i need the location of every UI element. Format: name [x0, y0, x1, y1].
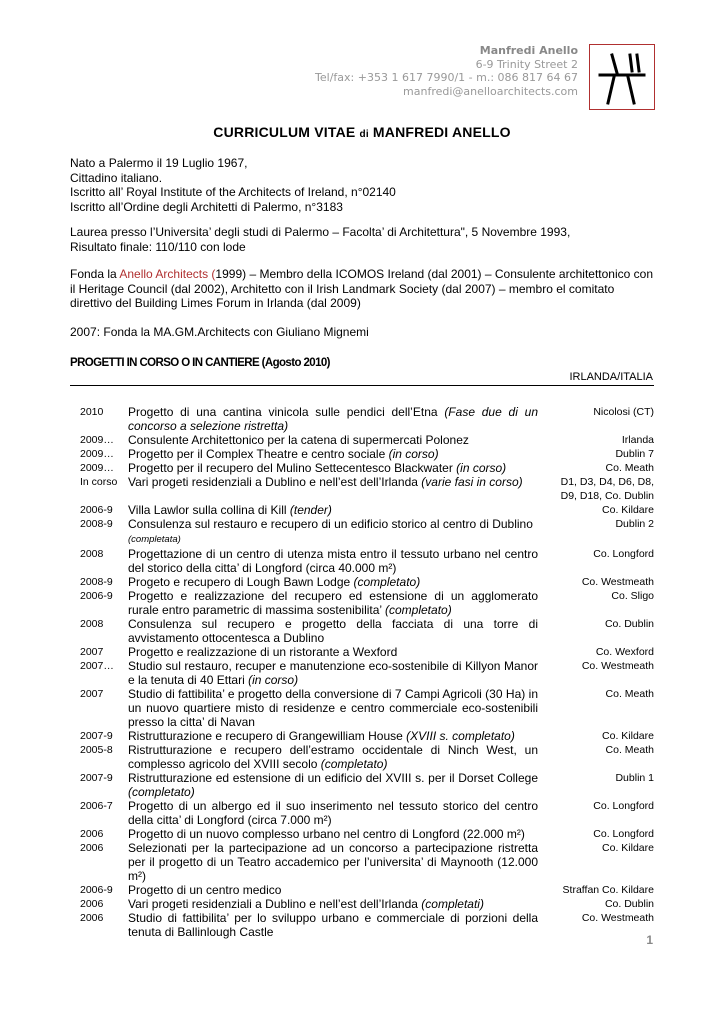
project-year: 2006-9: [80, 590, 113, 602]
project-year: 2010: [80, 406, 104, 418]
project-year: 2007: [80, 688, 104, 700]
founding-paragraph: [70, 267, 654, 311]
project-text: Progettazione di un centro di utenza mista entro il tessuto urbano nel centro del storico della citta’ di Longford (circa 40.000 m²): [128, 547, 538, 575]
project-location: Dublin 1: [615, 772, 654, 784]
project-year: 2006-9: [80, 504, 113, 516]
project-location: Co. Meath: [605, 688, 654, 700]
intro-line: Iscritto all’ Royal Institute of the Architects of Ireland, n°02140: [70, 185, 396, 199]
project-text: Progetto e realizzazione di un ristorante a Wexford: [128, 645, 398, 659]
project-location: Co. Wexford: [595, 646, 654, 658]
project-row: [70, 503, 654, 517]
project-location: Co. Longford: [593, 828, 654, 840]
project-row: [70, 799, 654, 827]
project-description: [128, 897, 546, 911]
project-year: 2006: [80, 842, 104, 854]
project-row: [70, 589, 654, 617]
project-location: Irlanda: [621, 434, 654, 446]
project-row: [70, 617, 654, 645]
project-status: (varie fasi in corso): [421, 475, 523, 489]
project-year: In corso: [80, 476, 118, 488]
project-row: [70, 687, 654, 729]
section-region: IRLANDA/ITALIA: [569, 371, 653, 383]
logo-mark-icon: [590, 45, 654, 109]
project-year: 2009…: [80, 462, 114, 474]
project-row: [70, 883, 654, 897]
project-status: (completato): [385, 603, 452, 617]
project-row: [70, 911, 654, 939]
project-text: Progeto e recupero di Lough Bawn Lodge: [128, 575, 354, 589]
project-location: Co. Kildare: [602, 730, 654, 742]
header-address: 6-9 Trinity Street 2: [475, 57, 578, 71]
project-description: [128, 503, 546, 517]
section-divider: [70, 385, 654, 386]
project-year: 2008-9: [80, 576, 113, 588]
project-location: Co. Sligo: [611, 590, 654, 602]
project-description: [128, 589, 546, 617]
project-text: Villa Lawlor sulla collina di Kill: [128, 503, 290, 517]
project-text: Studio sul restauro, recuper e manutenzione eco-sostenibile di Killyon Manor e la tenuta di 40 Ettari: [128, 659, 538, 687]
project-description: [128, 827, 546, 841]
project-status: (completati): [421, 897, 484, 911]
project-location: Co. Dublin: [604, 618, 654, 630]
project-year: 2007-9: [80, 772, 113, 784]
project-description: [128, 911, 546, 939]
project-text: Consulenza sul recupero e progetto della facciata di una torre di avvistamento ottocentesca a Dublino: [128, 617, 538, 645]
project-status: (in corso): [388, 447, 439, 461]
education-line: Laurea presso l’Universita’ degli studi di Palermo – Facolta’ di Architettura", 5 Novembre 1993,: [70, 225, 571, 239]
title-name: MANFREDI ANELLO: [372, 124, 511, 140]
project-location: Nicolosi (CT): [593, 406, 654, 418]
project-text: Progetto per il recupero del Mulino Settecentesco Blackwater: [128, 461, 457, 475]
project-row: [70, 447, 654, 461]
project-year: 2009…: [80, 434, 114, 446]
project-location: Co. Longford: [593, 548, 654, 560]
project-text: Consulente Architettonico per la catena di supermercati Polonez: [128, 433, 469, 447]
project-row: [70, 405, 654, 433]
project-description: [128, 883, 546, 897]
project-description: [128, 645, 546, 659]
projects-list: [70, 405, 654, 939]
project-description: [128, 771, 546, 799]
project-row: [70, 827, 654, 841]
project-description: [128, 461, 546, 475]
project-row: [70, 743, 654, 771]
project-row: [70, 547, 654, 575]
project-year: 2008-9: [80, 518, 113, 530]
project-row: [70, 897, 654, 911]
project-location: Straffan Co. Kildare: [562, 884, 654, 896]
project-year: 2007: [80, 646, 104, 658]
founding-before: Fonda la: [70, 267, 120, 281]
project-text: Progetto di un nuovo complesso urbano nel centro di Longford (22.000 m²): [128, 827, 525, 841]
project-description: [128, 517, 546, 547]
page-number: 1: [646, 933, 653, 947]
project-description: [128, 659, 546, 687]
project-row: [70, 645, 654, 659]
project-description: [128, 405, 546, 433]
project-text: Progetto di una cantina vinicola sulle pendici dell’Etna: [128, 405, 445, 419]
personal-info: [70, 156, 660, 214]
project-row: [70, 575, 654, 589]
project-description: [128, 617, 546, 645]
project-status: (completato): [128, 785, 195, 799]
project-year: 2009…: [80, 448, 114, 460]
project-description: [128, 799, 546, 827]
letterhead: [315, 44, 578, 98]
founding-after: 1999) – Membro della ICOMOS Ireland (dal 2001) – Consulente architettonico con il Heritage Council (dal 2002), Architetto con il Irish Landmark Society (dal 2007) – membro el comitato direttivo del Building Limes Forum in Irlanda (dal 2009): [70, 267, 653, 310]
project-text: Selezionati per la partecipazione ad un concorso a partecipazione ristretta per il progetto di un Teatro accademico per l’universita’ di Maynooth (12.000 m²): [128, 841, 538, 883]
project-location: Co. Meath: [605, 744, 654, 756]
project-description: [128, 547, 546, 575]
project-text: Ristrutturazione e recupero dell’estramo occidentale di Ninch West, un complesso agricolo del XVIII secolo: [128, 743, 538, 771]
project-text: Progetto e realizzazione del recupero ed estensione di un agglomerato rurale entro parametric di massima sostenibilita’: [128, 589, 538, 617]
anello-architects-link[interactable]: Anello Architects (: [119, 267, 216, 281]
project-year: 2006: [80, 828, 104, 840]
project-text: Vari progeti residenziali a Dublino e nell’est dell’Irlanda: [128, 897, 422, 911]
project-description: [128, 575, 546, 589]
project-location: Co. Kildare: [602, 504, 654, 516]
project-status: (completato): [320, 757, 388, 771]
project-year: 2008: [80, 548, 104, 560]
project-description: [128, 841, 546, 883]
education-info: [70, 225, 660, 254]
project-description: [128, 447, 546, 461]
project-description: [128, 433, 546, 447]
project-row: [70, 729, 654, 743]
project-location: Co. Westmeath: [581, 576, 654, 588]
project-text: Ristrutturazione ed estensione di un edificio del XVIII s. per il Dorset College: [128, 771, 538, 785]
project-description: [128, 475, 546, 503]
education-line: Risultato finale: 110/110 con lode: [70, 239, 246, 254]
project-status: (completato): [353, 575, 421, 589]
header-phone: Tel/fax: +353 1 617 7990/1 - m.: 086 817 64 67: [315, 71, 578, 84]
intro-line: Cittadino italiano.: [70, 170, 163, 185]
project-description: [128, 743, 546, 771]
project-row: [70, 659, 654, 687]
header-email: manfredi@anelloarchitects.com: [403, 84, 578, 98]
project-year: 2007-9: [80, 730, 113, 742]
project-text: Studio di fattibilita’ e progetto della conversione di 7 Campi Agricoli (30 Ha) in un nuovo quartiere misto di residenze e centro commerciale eco-sostenibili presso la citta’ di Navan: [128, 687, 538, 729]
project-text: Progetto di un albergo ed il suo inserimento nel tessuto storico del centro della citta’ di Longford (circa 7.000 m²): [128, 799, 538, 827]
company-logo: [589, 44, 655, 110]
intro-line: Nato a Palermo il 19 Luglio 1967,: [70, 156, 248, 170]
project-location: Co. Meath: [605, 462, 654, 474]
title-di: di: [359, 129, 369, 140]
project-status: (in corso): [456, 461, 507, 475]
project-description: [128, 687, 546, 729]
project-year: 2006-7: [80, 800, 113, 812]
project-text: Ristrutturazione e recupero di Grangewilliam House: [128, 729, 407, 743]
founding-2007: 2007: Fonda la MA.GM.Architects con Giuliano Mignemi: [70, 325, 369, 339]
project-text: Progetto di un centro medico: [128, 883, 282, 897]
project-year: 2006: [80, 898, 104, 910]
project-text: Studio di fattibilita’ per lo sviluppo urbano e commerciale di porzioni della tenuta di Ballinlough Castle: [128, 911, 538, 939]
project-row: [70, 771, 654, 799]
title-prefix: CURRICULUM VITAE: [213, 124, 356, 140]
section-heading: PROGETTI IN CORSO O IN CANTIERE (Agosto 2010): [70, 357, 330, 369]
project-location: Co. Westmeath: [581, 912, 654, 924]
project-year: 2007…: [80, 660, 114, 672]
project-location: Dublin 7: [615, 448, 654, 460]
project-row: [70, 475, 654, 503]
project-location: Dublin 2: [615, 518, 654, 530]
document-title: [0, 124, 724, 140]
project-location: Co. Westmeath: [581, 660, 654, 672]
project-status: (XVIII s. completato): [406, 729, 515, 743]
project-year: 2008: [80, 618, 104, 630]
project-row: [70, 433, 654, 447]
header-name: Manfredi Anello: [479, 44, 578, 57]
project-text: Progetto per il Complex Theatre e centro sociale: [128, 447, 389, 461]
project-text: Vari progeti residenziali a Dublino e nell’est dell’Irlanda: [128, 475, 422, 489]
project-description: [128, 729, 546, 743]
project-year: 2005-8: [80, 744, 113, 756]
intro-line: Iscritto all’Ordine degli Architetti di Palermo, n°3183: [70, 199, 343, 214]
project-year: 2006: [80, 912, 104, 924]
project-location: Co. Longford: [593, 800, 654, 812]
project-text: Consulenza sul restauro e recupero di un edificio storico al centro di Dublino: [128, 517, 533, 531]
project-row: [70, 461, 654, 475]
project-location: D1, D3, D4, D6, D8, D9, D18, Co. Dublin: [560, 476, 654, 502]
project-status: (completata): [128, 534, 181, 545]
project-row: [70, 517, 654, 547]
project-status: (in corso): [248, 673, 299, 687]
project-row: [70, 841, 654, 883]
project-status: (Fase due di un concorso a selezione ristretta): [128, 405, 538, 433]
project-location: Co. Dublin: [604, 898, 654, 910]
project-year: 2006-9: [80, 884, 113, 896]
project-status: (tender): [289, 503, 332, 517]
project-location: Co. Kildare: [602, 842, 654, 854]
